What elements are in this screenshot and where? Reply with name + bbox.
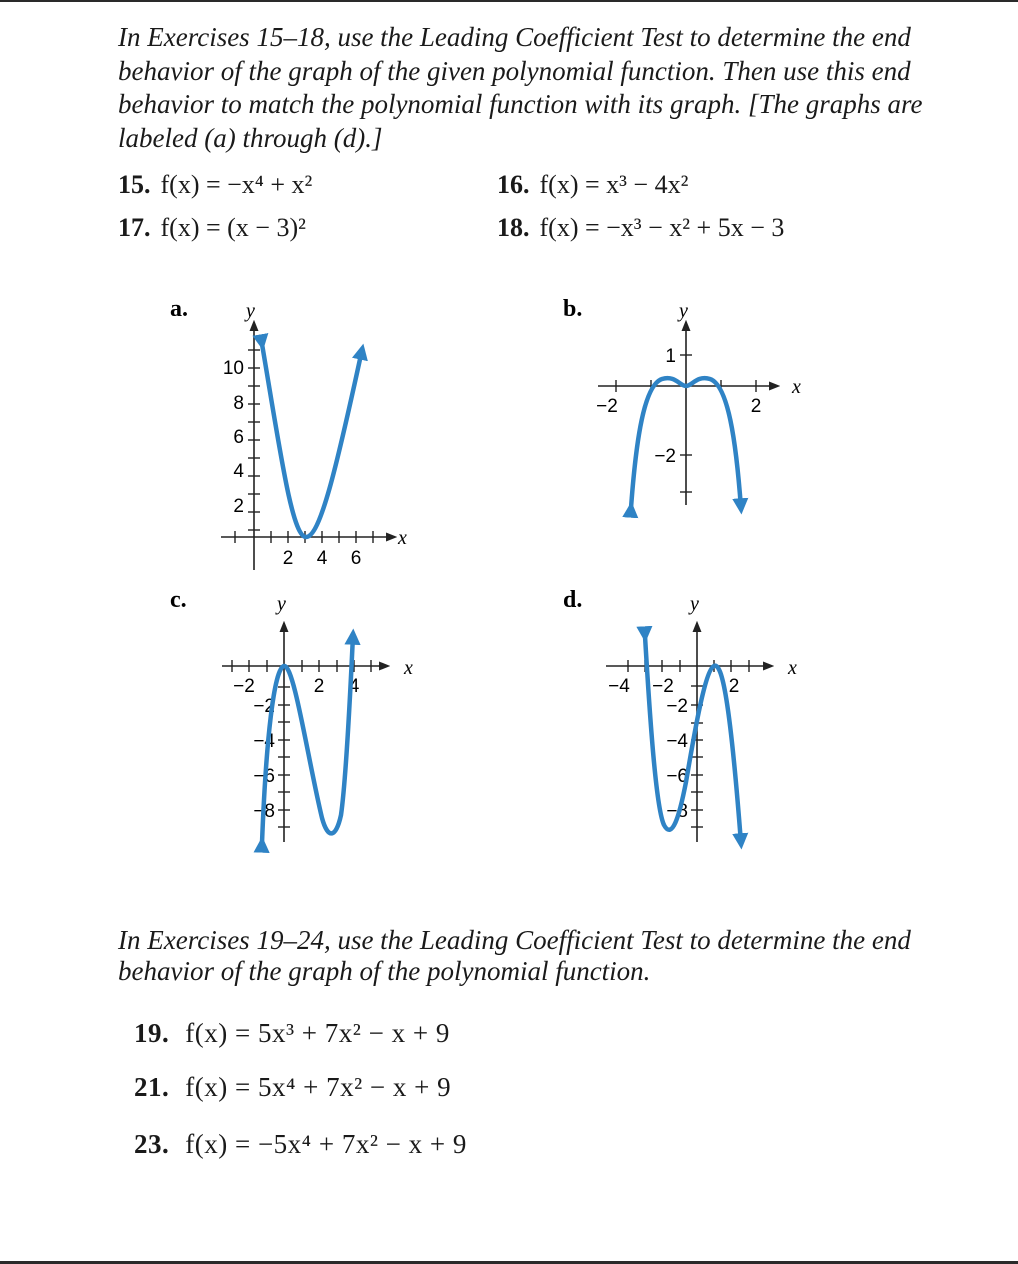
y-tick-label: 1 (665, 346, 676, 367)
exercise-function: f(x) = (x − 3)² (160, 213, 306, 242)
y-axis-label: y (246, 300, 255, 322)
exercise-number: 16. (497, 170, 530, 199)
graph-a (170, 296, 407, 570)
graph-c (170, 587, 413, 843)
x-tick-label: 2 (728, 676, 740, 697)
x-tick-label: 2 (750, 396, 762, 417)
instructions-15-18: In Exercises 15–18, use the Leading Coefficient Test to determine the end behavior of the graph of the given polynomial function. Then use this end behavior to match the polynomial function with its graph. [The graphs are labeled (a) through (d).] (118, 22, 923, 153)
exercise-number: 17. (118, 213, 151, 242)
graph-label: d. (563, 587, 583, 613)
y-tick-label: 2 (233, 496, 244, 517)
x-axis-label: x (398, 527, 407, 549)
y-tick-label: 6 (233, 427, 244, 448)
y-axis-label: y (679, 300, 688, 322)
y-tick-label: −6 (666, 766, 688, 787)
y-tick-label: 10 (222, 358, 244, 379)
y-tick-label: 8 (233, 393, 244, 414)
exercise-number: 15. (118, 170, 151, 199)
exercise-function: f(x) = 5x⁴ + 7x² − x + 9 (185, 1072, 452, 1102)
exercise-19 (134, 1018, 450, 1049)
x-tick-label: 4 (316, 548, 328, 569)
y-tick-label: −8 (253, 801, 275, 822)
instructions-19-24: In Exercises 19–24, use the Leading Coefficient Test to determine the end behavior of the graph of the polynomial function. (118, 925, 911, 986)
y-tick-label: −4 (253, 731, 275, 752)
exercise-number: 19. (134, 1018, 170, 1048)
y-tick-label: −2 (666, 696, 688, 717)
x-tick-label: −2 (596, 396, 618, 417)
x-axis-label: x (404, 657, 413, 679)
y-tick-label: −2 (654, 446, 676, 467)
x-tick-label: 2 (313, 676, 325, 697)
graph-label: a. (170, 296, 188, 322)
exercise-function: f(x) = −x³ − x² + 5x − 3 (539, 213, 785, 242)
x-tick-label: −2 (233, 676, 255, 697)
y-tick-label: −2 (253, 696, 275, 717)
x-tick-label: 6 (350, 548, 362, 569)
exercise-number: 21. (134, 1072, 170, 1102)
graph-b (563, 296, 801, 508)
y-axis-label: y (277, 593, 286, 615)
x-tick-label: −4 (608, 676, 630, 697)
x-axis-label: x (788, 657, 797, 679)
exercise-number: 18. (497, 213, 530, 242)
curve-a (262, 344, 362, 537)
y-tick-label: −4 (666, 731, 688, 752)
y-tick-label: −6 (253, 766, 275, 787)
exercise-number: 23. (134, 1129, 170, 1159)
exercise-function: f(x) = x³ − 4x² (539, 170, 689, 199)
exercise-function: f(x) = −x⁴ + x² (160, 170, 313, 199)
exercise-function: f(x) = −5x⁴ + 7x² − x + 9 (185, 1129, 467, 1159)
exercise-function: f(x) = 5x³ + 7x² − x + 9 (185, 1018, 450, 1048)
exercise-23 (134, 1129, 467, 1160)
graph-label: b. (563, 296, 583, 322)
curve-d (645, 636, 741, 843)
y-axis-label: y (690, 593, 699, 615)
exercise-21 (134, 1072, 451, 1103)
graph-d (563, 587, 797, 843)
graph-label: c. (170, 587, 187, 613)
x-tick-label: −2 (652, 676, 674, 697)
x-tick-label: 4 (348, 676, 360, 697)
y-tick-label: −8 (666, 801, 688, 822)
x-tick-label: 2 (282, 548, 294, 569)
x-axis-label: x (792, 376, 801, 398)
y-tick-label: 4 (233, 461, 244, 482)
